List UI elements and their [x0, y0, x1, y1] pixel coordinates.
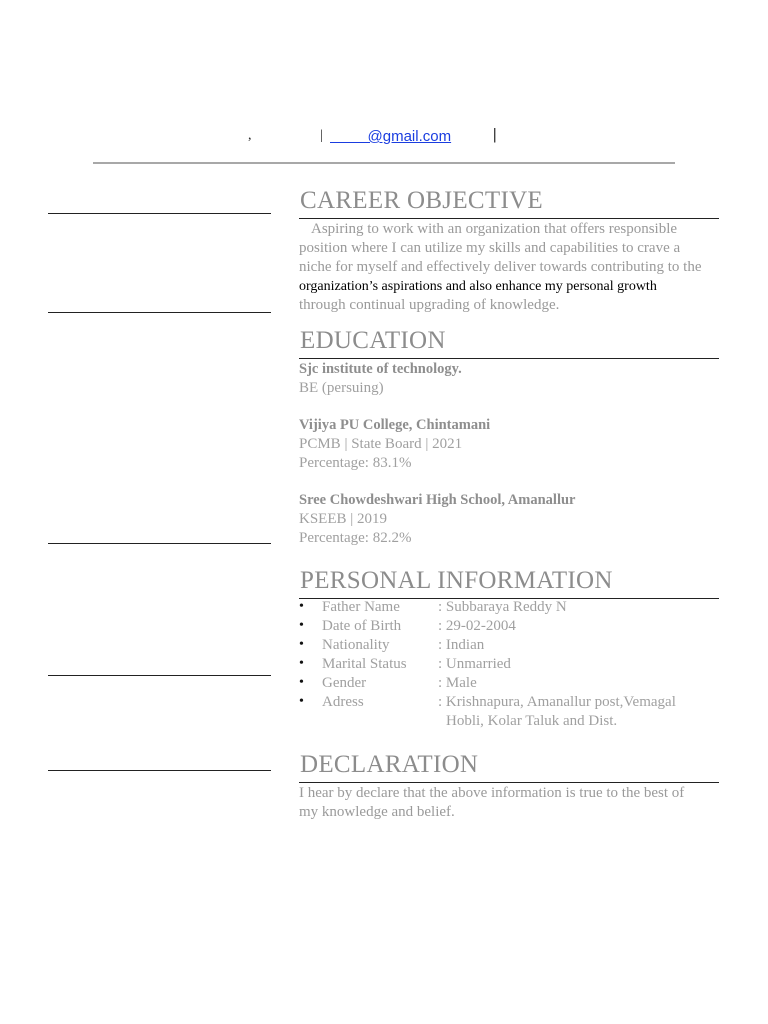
header-separator-end: | — [493, 126, 497, 143]
personal-info-item — [299, 694, 729, 732]
info-value: : Unmarried — [438, 656, 511, 672]
info-label: Marital Status — [322, 656, 407, 672]
info-value: : Subbaraya Reddy N — [438, 599, 567, 615]
bullet-icon: • — [299, 656, 304, 671]
left-rule-4 — [48, 675, 271, 676]
info-value: : Indian — [438, 637, 485, 653]
info-label: Adress — [322, 694, 364, 710]
institution-name: Vijiya PU College, Chintamani — [299, 417, 491, 433]
objective-line: through continual upgrading of knowledge. — [299, 297, 560, 313]
declaration-line: I hear by declare that the above information is true to the best of — [299, 785, 685, 801]
personal-info-item — [299, 656, 729, 675]
career-objective-text — [299, 220, 721, 315]
info-value: : 29-02-2004 — [438, 618, 516, 634]
education-entry — [299, 416, 721, 473]
left-rule-1 — [48, 213, 271, 214]
education-detail: Percentage: 83.1% — [299, 455, 412, 471]
declaration-text — [299, 784, 721, 822]
declaration-line: my knowledge and belief. — [299, 804, 455, 820]
bullet-icon: • — [299, 618, 304, 633]
objective-line: niche for myself and effectively deliver towards contributing to the — [299, 259, 702, 275]
header-divider — [93, 162, 675, 164]
info-label: Father Name — [322, 599, 400, 615]
career-objective-heading: CAREER OBJECTIVE — [300, 187, 543, 214]
education-rule — [299, 358, 719, 359]
education-detail: BE (persuing) — [299, 380, 384, 396]
institution-name: Sjc institute of technology. — [299, 361, 462, 377]
personal-info-item — [299, 637, 729, 656]
career-objective-rule — [299, 218, 719, 219]
objective-line: position where I can utilize my skills and capabilities to crave a — [299, 240, 681, 256]
bullet-icon: • — [299, 675, 304, 690]
education-entry — [299, 491, 721, 548]
left-rule-2 — [48, 312, 271, 313]
left-rule-3 — [48, 543, 271, 544]
personal-info-item — [299, 675, 729, 694]
left-rule-5 — [48, 770, 271, 771]
info-value: : Male — [438, 675, 477, 691]
header-separator: | — [320, 128, 323, 143]
header-comma: , — [248, 128, 252, 143]
institution-name: Sree Chowdeshwari High School, Amanallur — [299, 492, 576, 508]
education-heading: EDUCATION — [300, 327, 446, 354]
info-label: Nationality — [322, 637, 390, 653]
education-detail: KSEEB | 2019 — [299, 511, 388, 527]
education-entry — [299, 360, 721, 398]
personal-info-item — [299, 618, 729, 637]
bullet-icon: • — [299, 694, 304, 709]
info-value-continued: Hobli, Kolar Taluk and Dist. — [446, 713, 618, 729]
info-label: Date of Birth — [322, 618, 402, 634]
objective-line: organization’s aspirations and also enhance my personal growth — [299, 279, 657, 294]
education-detail: Percentage: 82.2% — [299, 530, 412, 546]
objective-line: Aspiring to work with an organization that offers responsible — [311, 221, 678, 237]
bullet-icon: • — [299, 637, 304, 652]
bullet-icon: • — [299, 599, 304, 614]
info-label: Gender — [322, 675, 367, 691]
declaration-rule — [299, 782, 719, 783]
email-link[interactable]: @gmail.com — [330, 128, 452, 145]
education-detail: PCMB | State Board | 2021 — [299, 436, 463, 452]
info-value: : Krishnapura, Amanallur post,Vemagal — [438, 694, 676, 710]
declaration-heading: DECLARATION — [300, 751, 479, 778]
personal-info-heading: PERSONAL INFORMATION — [300, 567, 613, 594]
personal-info-item — [299, 599, 729, 618]
